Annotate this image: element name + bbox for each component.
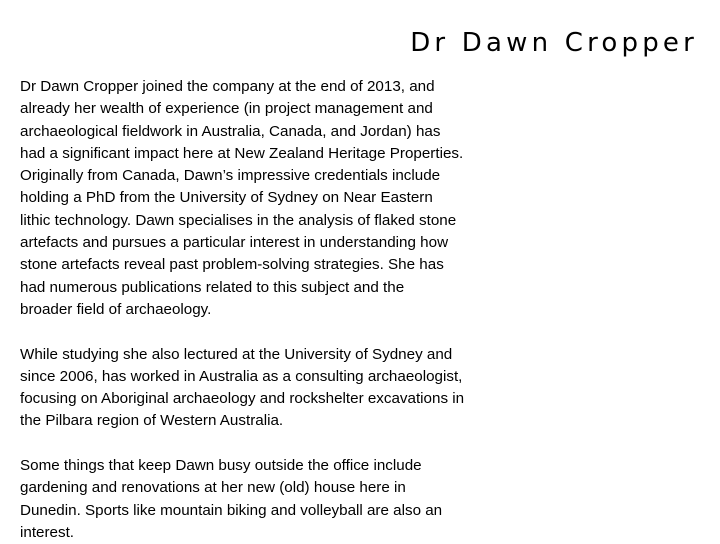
body-text (20, 76, 520, 544)
text-line: since 2006, has worked in Australia as a consulting archaeologist, (20, 367, 463, 385)
text-line: gardening and renovations at her new (old) house here in (20, 479, 406, 497)
text-line: holding a PhD from the University of Sydney on Near Eastern (20, 189, 433, 207)
text-line: had a significant impact here at New Zealand Heritage Properties. (20, 144, 464, 162)
text-line: lithic technology. Dawn specialises in the analysis of flaked stone (20, 211, 457, 229)
text-line: stone artefacts reveal past problem-solving strategies. She has (20, 256, 444, 274)
text-line: already her wealth of experience (in project management and (20, 100, 433, 118)
text-line: Originally from Canada, Dawn’s impressive credentials include (20, 167, 441, 185)
paragraph-interests (20, 455, 520, 544)
text-line: While studying she also lectured at the University of Sydney and (20, 345, 453, 363)
text-line: Dr Dawn Cropper joined the company at the end of 2013, and (20, 78, 435, 95)
text-line: had numerous publications related to this subject and the (20, 278, 405, 296)
paragraph-career (20, 344, 520, 433)
text-line: broader field of archaeology. (20, 300, 212, 318)
paragraph-biography (20, 76, 520, 321)
text-line: Dunedin. Sports like mountain biking and volleyball are also an (20, 501, 443, 519)
text-line: the Pilbara region of Western Australia. (20, 412, 284, 430)
text-line: archaeological fieldwork in Australia, Canada, and Jordan) has (20, 122, 441, 140)
text-line: interest. (20, 523, 75, 541)
text-line: artefacts and pursues a particular interest in understanding how (20, 234, 449, 252)
text-line: Some things that keep Dawn busy outside the office include (20, 457, 422, 475)
slide-title: Dr Dawn Cropper (410, 28, 698, 58)
text-line: focusing on Aboriginal archaeology and rockshelter excavations in (20, 390, 465, 408)
